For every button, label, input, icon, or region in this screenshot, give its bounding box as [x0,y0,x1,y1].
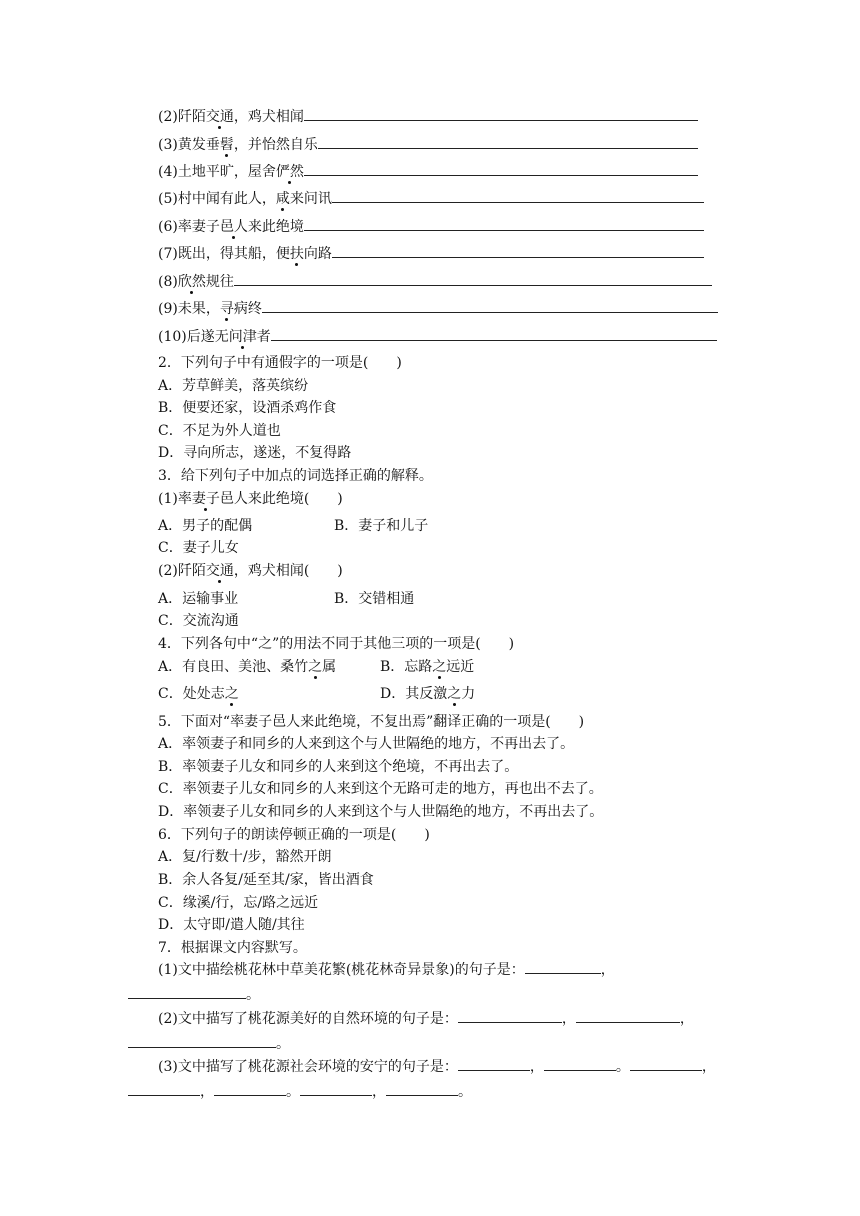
item-suffix: 病终 [233,301,262,317]
comma: ， [561,1011,576,1027]
q7-3-prompt: (3)文中描写了桃花源社会环境的安宁的句子是： [158,1059,458,1075]
option-text: 力 [461,686,476,702]
dotted-word: 交通 [205,109,234,125]
q1-item-4 [158,161,698,182]
period: 。 [276,1036,290,1052]
answer-blank[interactable] [332,188,704,203]
q1-item-2 [158,106,698,127]
period: 。 [615,1059,630,1075]
q6-option-d[interactable]: D．太守即/遣人随/其往 [158,917,305,933]
q7-2-prompt: (2)文中描写了桃花源美好的自然环境的句子是： [158,1011,458,1027]
answer-blank[interactable] [332,243,704,258]
q2-option-b[interactable]: B．便要还家，设酒杀鸡作食 [158,400,337,416]
item-prefix: (4)土地平旷，屋舍 [158,164,276,180]
comma: ， [600,962,615,978]
answer-blank[interactable] [304,216,704,231]
q4-option-d[interactable] [380,684,475,704]
q4-stem: 4．下列各句中“之”的用法不同于其他三项的一项是( ) [158,636,515,652]
q3-2-option-a[interactable]: A．运输事业 [158,591,239,607]
period: 。 [458,1084,472,1100]
q4-options-cd [158,684,758,704]
option-text: 属 [322,659,337,675]
sub-prefix: (2)阡陌 [158,563,206,579]
option-text: 远近 [446,659,475,675]
item-suffix: ，并怡然自乐 [233,137,318,153]
period: 。 [246,987,260,1003]
q4-options-ab [158,657,758,677]
answer-blank[interactable] [304,106,698,121]
answer-blank[interactable] [458,1056,530,1071]
answer-blank[interactable] [318,134,698,149]
item-suffix: 来问讯 [289,191,332,207]
answer-blank[interactable] [458,1008,562,1023]
q3-stem: 3．给下列句子中加点的词选择正确的解释。 [158,468,433,484]
q6-stem: 6．下列句子的朗读停顿正确的一项是( ) [158,827,430,843]
item-suffix: 规往 [205,274,234,290]
dotted-word: 俨然 [275,164,304,180]
dotted-word: 之 [224,686,239,702]
item-suffix: ，鸡犬相闻 [233,109,304,125]
q3-2-option-b[interactable]: B．交错相通 [334,591,415,607]
option-text: A．有良田、美池、桑竹 [158,659,309,675]
q2-stem: 2．下列句子中有通假字的一项是( ) [158,355,402,371]
dotted-word: 之 [308,659,323,675]
sub-suffix: ，鸡犬相闻( ) [233,563,343,579]
option-text: D．其反激 [380,686,448,702]
q1-item-10 [158,326,717,347]
dotted-word: 之 [432,659,447,675]
q6-option-a[interactable]: A．复/行数十/步，豁然开朗 [158,849,332,865]
dotted-word: 交通 [205,563,234,579]
q6-option-c[interactable]: C．缘溪/行，忘/路之远近 [158,895,319,911]
item-prefix: (3)黄发垂 [158,137,220,153]
option-text: B．忘路 [380,659,433,675]
q5-option-d[interactable]: D．率领妻子儿女和同乡的人来到这个与人世隔绝的地方，不再出去了。 [158,804,604,820]
item-prefix: (2)阡陌 [158,109,206,125]
answer-blank[interactable] [262,298,718,313]
q7-1-prompt: (1)文中描绘桃花林中草美花繁(桃花林奇异景象)的句子是： [158,962,525,978]
item-prefix: (5)村中闻有此人， [158,191,276,207]
comma: ， [701,1059,716,1075]
q5-stem: 5．下面对“率妻子邑人来此绝境，不复出焉”翻译正确的一项是( ) [158,714,585,730]
answer-blank[interactable] [128,1033,276,1048]
item-prefix: (7)既出，得其船，便 [158,246,290,262]
dotted-word: 问津 [228,329,257,345]
q1-item-7 [158,243,704,264]
q3-sub1-options-ab [158,516,758,536]
q2-option-a[interactable]: A．芳草鲜美，落英缤纷 [158,378,309,394]
q4-option-c[interactable] [158,686,239,702]
q3-1-option-b[interactable]: B．妻子和儿子 [334,518,429,534]
q3-1-option-c[interactable]: C．妻子儿女 [158,540,239,556]
dotted-word: 咸 [275,191,290,207]
comma: ， [679,1011,694,1027]
comma: ， [529,1059,544,1075]
answer-blank[interactable] [128,984,246,999]
q1-item-6 [158,216,704,237]
answer-blank[interactable] [525,959,601,974]
answer-blank[interactable] [128,1081,200,1096]
item-suffix: 来此绝境 [247,219,304,235]
answer-blank[interactable] [300,1081,372,1096]
item-suffix: 者 [256,329,271,345]
answer-blank[interactable] [271,326,717,341]
item-prefix: (8) [158,274,178,290]
q7-part-3 [128,1055,740,1105]
q3-sub2-options-ab [158,589,758,609]
dotted-word: 邑人 [219,219,248,235]
q1-item-3 [158,134,698,155]
sub-prefix: (1)率 [158,491,192,507]
dotted-word: 髫 [219,137,234,153]
answer-blank[interactable] [630,1056,702,1071]
q2-option-d[interactable]: D．寻向所志，遂迷，不复得路 [158,445,352,461]
q5-option-a[interactable]: A．率领妻子和同乡的人来到这个与人世隔绝的地方，不再出去了。 [158,736,575,752]
dotted-word: 扶 [289,246,304,262]
q4-option-a[interactable] [158,659,336,675]
item-prefix: (9)未果， [158,301,220,317]
q7-part-1 [128,958,740,1008]
item-suffix: 向路 [303,246,332,262]
q1-item-9 [158,298,718,319]
q5-option-c[interactable]: C．率领妻子儿女和同乡的人来到这个无路可走的地方，再也出不去了。 [158,781,603,797]
item-prefix: (10)后遂无 [158,329,229,345]
comma: ， [200,1084,214,1100]
q2-option-c[interactable]: C．不足为外人道也 [158,423,281,439]
q6-option-b[interactable]: B．余人各复/延至其/家，皆出酒食 [158,872,374,888]
q1-item-5 [158,188,704,209]
q4-option-b[interactable] [380,657,474,677]
dotted-word: 妻子 [191,491,220,507]
q7-part-2 [128,1007,740,1057]
item-prefix: (6)率妻子 [158,219,220,235]
answer-blank[interactable] [386,1081,458,1096]
answer-blank[interactable] [576,1008,680,1023]
answer-blank[interactable] [214,1081,286,1096]
answer-blank[interactable] [304,161,698,176]
sub-suffix: 邑人来此绝境( ) [219,491,343,507]
answer-blank[interactable] [234,271,712,286]
q3-2-option-c[interactable]: C．交流沟通 [158,613,239,629]
answer-blank[interactable] [544,1056,616,1071]
q5-option-b[interactable]: B．率领妻子儿女和同乡的人来到这个绝境，不再出去了。 [158,759,519,775]
comma: ， [372,1084,386,1100]
q1-item-8 [158,271,712,292]
q3-sub2 [158,561,343,581]
option-text: C．处处志 [158,686,225,702]
period: 。 [286,1084,300,1100]
q3-1-option-a[interactable]: A．男子的配偶 [158,518,253,534]
dotted-word: 寻 [219,301,234,317]
dotted-word: 欣然 [177,274,206,290]
dotted-word: 之 [447,686,462,702]
q3-sub1 [158,489,343,509]
q7-stem: 7．根据课文内容默写。 [158,940,307,956]
